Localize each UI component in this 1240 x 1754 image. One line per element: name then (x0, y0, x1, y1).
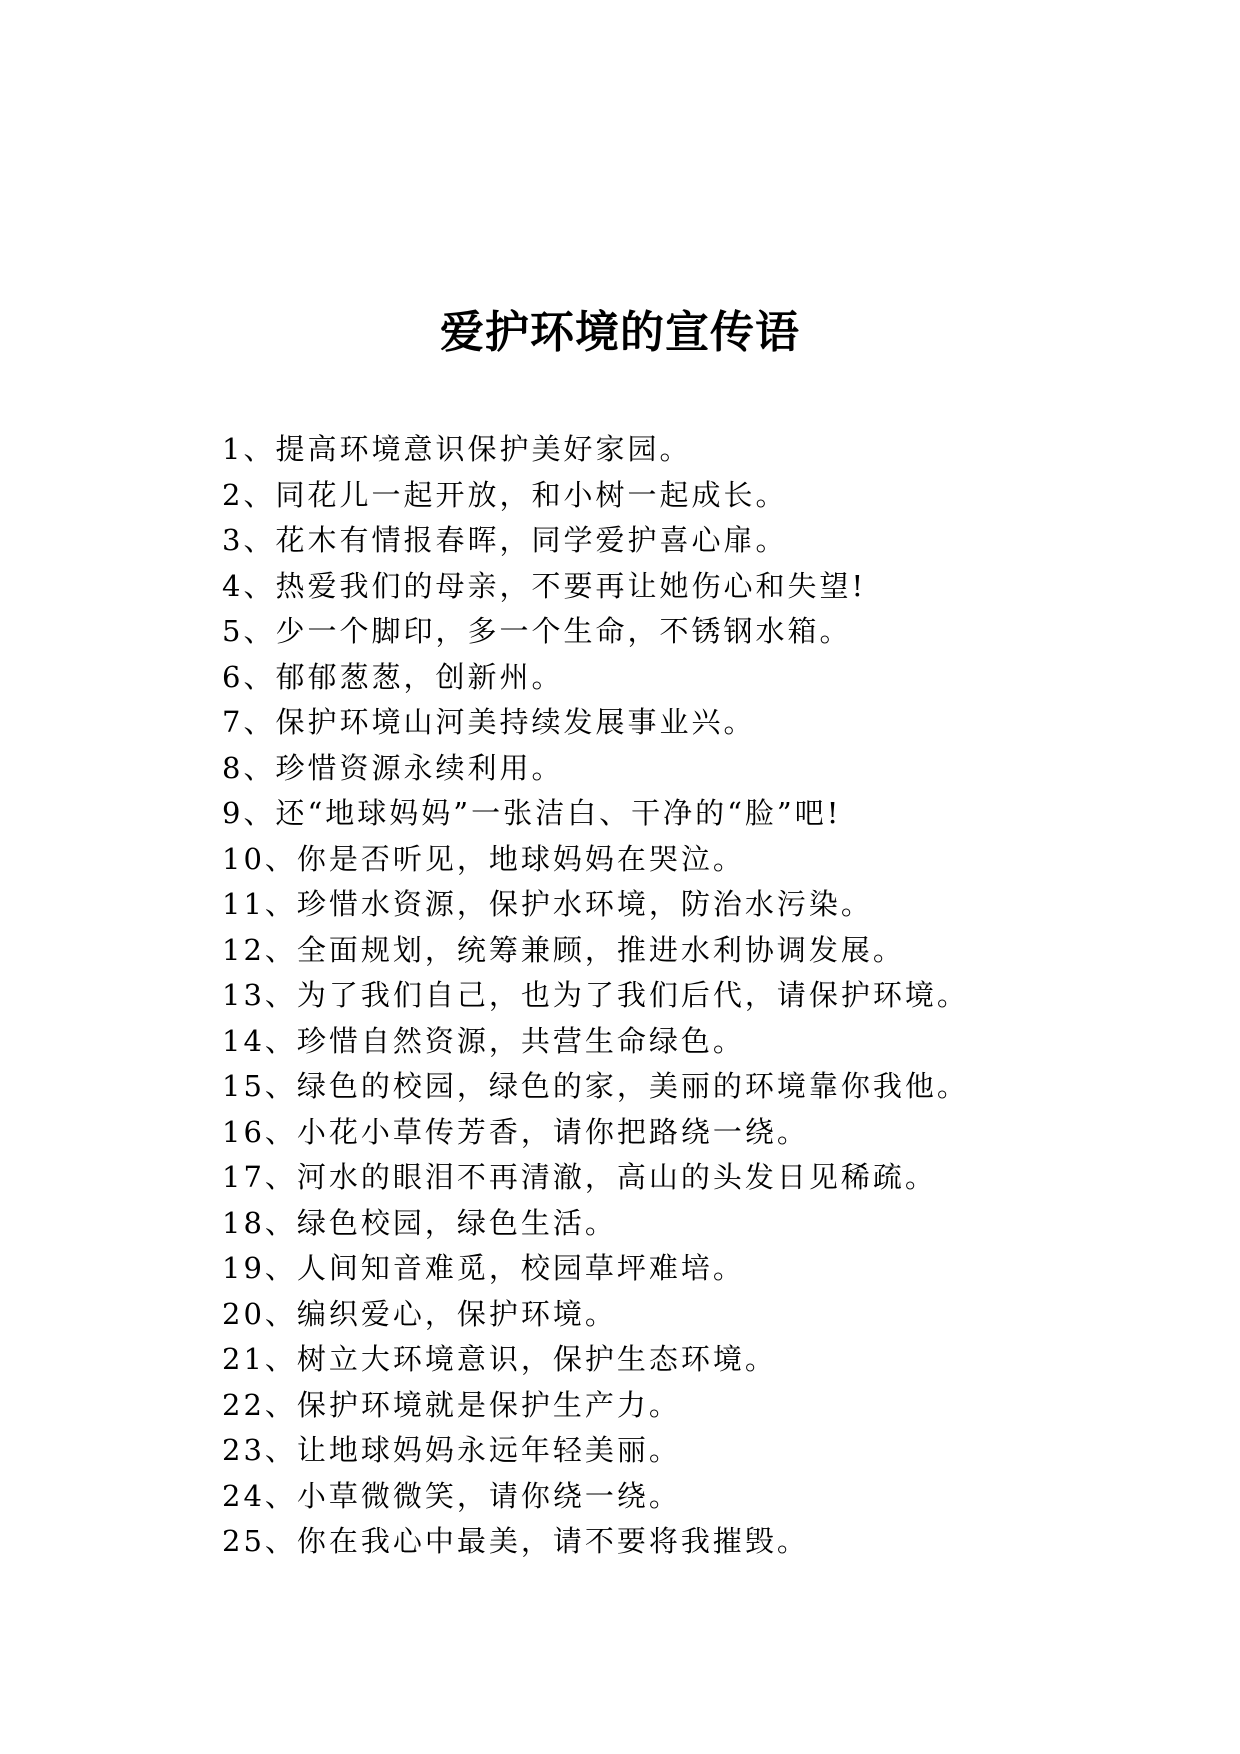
slogan-item: 21、树立大环境意识，保护生态环境。 (222, 1342, 777, 1376)
slogan-list (222, 427, 1182, 1565)
slogan-item: 18、绿色校园，绿色生活。 (222, 1205, 617, 1240)
document-title: 爱护环境的宣传语 (440, 307, 800, 358)
slogan-item: 11、珍惜水资源，保护水环境，防治水污染。 (222, 887, 873, 921)
slogan-item: 5、少一个脚印，多一个生命，不锈钢水箱。 (222, 614, 852, 648)
slogan-item: 8、珍惜资源永续利用。 (222, 750, 564, 785)
slogan-item: 14、珍惜自然资源，共营生命绿色。 (222, 1023, 745, 1058)
slogan-item: 4、热爱我们的母亲，不要再让她伤心和失望! (222, 568, 867, 603)
slogan-item: 6、郁郁葱葱，创新州。 (222, 659, 564, 694)
slogan-item: 2、同花儿一起开放，和小树一起成长。 (222, 477, 788, 512)
slogan-item: 12、全面规划，统筹兼顾，推进水利协调发展。 (222, 932, 905, 967)
slogan-item: 16、小花小草传芳香，请你把路绕一绕。 (222, 1114, 809, 1149)
slogan-item: 3、花木有情报春晖，同学爱护喜心扉。 (222, 523, 788, 557)
slogan-item: 25、你在我心中最美，请不要将我摧毁。 (222, 1524, 809, 1558)
slogan-item: 17、河水的眼泪不再清澈，高山的头发日见稀疏。 (222, 1160, 937, 1194)
slogan-item: 1、提高环境意识保护美好家园。 (222, 432, 692, 466)
slogan-item: 7、保护环境山河美持续发展事业兴。 (222, 705, 756, 739)
slogan-item: 20、编织爱心，保护环境。 (222, 1296, 617, 1331)
slogan-item: 9、还“地球妈妈”一张洁白、干净的“脸”吧! (222, 796, 842, 830)
slogan-item: 22、保护环境就是保护生产力。 (222, 1387, 681, 1422)
slogan-item: 24、小草微微笑，请你绕一绕。 (222, 1478, 681, 1513)
slogan-item: 23、让地球妈妈永远年轻美丽。 (222, 1433, 681, 1467)
slogan-item: 19、人间知音难觅，校园草坪难培。 (222, 1251, 745, 1285)
slogan-item: 13、为了我们自己，也为了我们后代，请保护环境。 (222, 978, 969, 1012)
slogan-item: 15、绿色的校园，绿色的家，美丽的环境靠你我他。 (222, 1069, 969, 1103)
slogan-item: 10、你是否听见，地球妈妈在哭泣。 (222, 841, 745, 876)
